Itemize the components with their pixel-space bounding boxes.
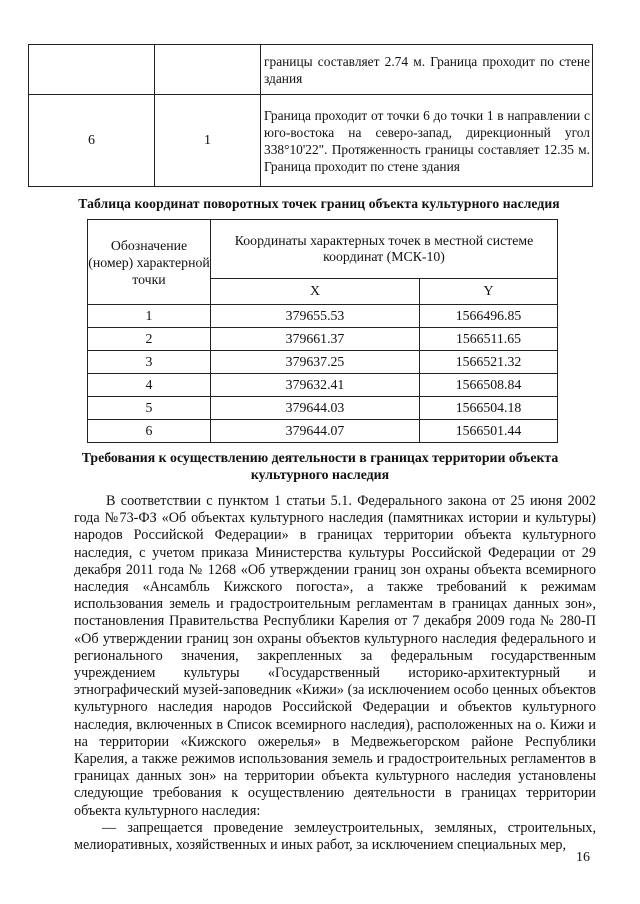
point-number-cell: 3 [88,351,211,374]
table-row [88,305,558,328]
from-point-cell [29,45,155,95]
to-point-cell: 1 [155,95,261,187]
x-coordinate-cell: 379644.07 [211,420,420,443]
y-coordinate-cell: 1566504.18 [420,397,558,420]
point-number-cell: 2 [88,328,211,351]
y-column-header: Y [420,278,558,304]
table-row [29,45,593,95]
point-number-cell: 5 [88,397,211,420]
table-row [88,351,558,374]
boundary-description-cell: Граница проходит от точки 6 до точки 1 в направлении с юго-востока на северо-запад, дирекционный угол 338°10'22". Протяженность границы составляет 12.35 м. Граница проходит по стене здания [261,95,593,187]
x-coordinate-cell: 379632.41 [211,374,420,397]
table-row [88,328,558,351]
to-point-cell [155,45,261,95]
coordinates-table-title: Таблица координат поворотных точек границ объекта культурного наследия [78,196,560,211]
boundary-description-cell: границы составляет 2.74 м. Граница проходит по стене здания [261,45,593,95]
y-coordinate-cell: 1566508.84 [420,374,558,397]
table-row [88,374,558,397]
page-number: 16 [576,850,590,865]
requirements-paragraph: В соответствии с пунктом 1 статьи 5.1. Федерального закона от 25 июня 2002 года №73-ФЗ «Об объектах культурного наследия (памятниках истории и культуры) народов Российской Федерации» в границах территории объекта культурного наследия, с учетом приказа Министерства культуры Российской Федерации от 29 декабря 2011 года № 1268 «Об утверждении границ зон охраны объекта всемирного наследия «Ансамбль Кижского погоста», а также требований к режимам использования земель и градостроительным регламентам в границах данных зон», постановления Правительства Республики Карелия от 7 декабря 2009 года № 280-П «Об утверждении границ зон охраны объектов культурного наследия федерального и регионального значения, закрепленных за федеральным государственным учреждением культуры «Государственный историко-архитектурный и этнографический музей-заповедник «Кижи» (за исключением особо ценных объектов культурного наследия народов Российской Федерации и объектов культурного наследия, включенных в Список всемирного наследия), расположенных на о. Кижи и на территории «Кижского ожерелья» в Медвежьегорском районе Республики Карелия, а также режимов использования земель и градостроительных регламентов в границах данных зон» на территории объекта культурного наследия установлены следующие требования к осуществлению деятельности в границах территории объекта культурного наследия: [74,493,596,819]
boundary-table [28,44,593,187]
table-row [88,397,558,420]
x-column-header: X [211,278,420,304]
point-number-header: Обозначение (номер) характерной точки [88,220,211,305]
y-coordinate-cell: 1566496.85 [420,305,558,328]
x-coordinate-cell: 379655.53 [211,305,420,328]
table-header-row [88,220,558,279]
from-point-cell: 6 [29,95,155,187]
y-coordinate-cell: 1566511.65 [420,328,558,351]
requirements-heading: Требования к осуществлению деятельности в границах территории объекта культурного наследия [81,450,559,482]
point-number-cell: 1 [88,305,211,328]
y-coordinate-cell: 1566521.32 [420,351,558,374]
point-number-cell: 6 [88,420,211,443]
coordinates-header: Координаты характерных точек в местной системе координат (МСК-10) [211,220,558,279]
body-text [74,493,596,854]
point-number-cell: 4 [88,374,211,397]
y-coordinate-cell: 1566501.44 [420,420,558,443]
x-coordinate-cell: 379644.03 [211,397,420,420]
table-row [29,95,593,187]
coordinates-table [87,219,558,443]
table-row [88,420,558,443]
x-coordinate-cell: 379661.37 [211,328,420,351]
x-coordinate-cell: 379637.25 [211,351,420,374]
requirement-list-item: — запрещается проведение землеустроительных, земляных, строительных, мелиоративных, хозяйственных и иных работ, за исключением специальных мер, [74,819,596,854]
